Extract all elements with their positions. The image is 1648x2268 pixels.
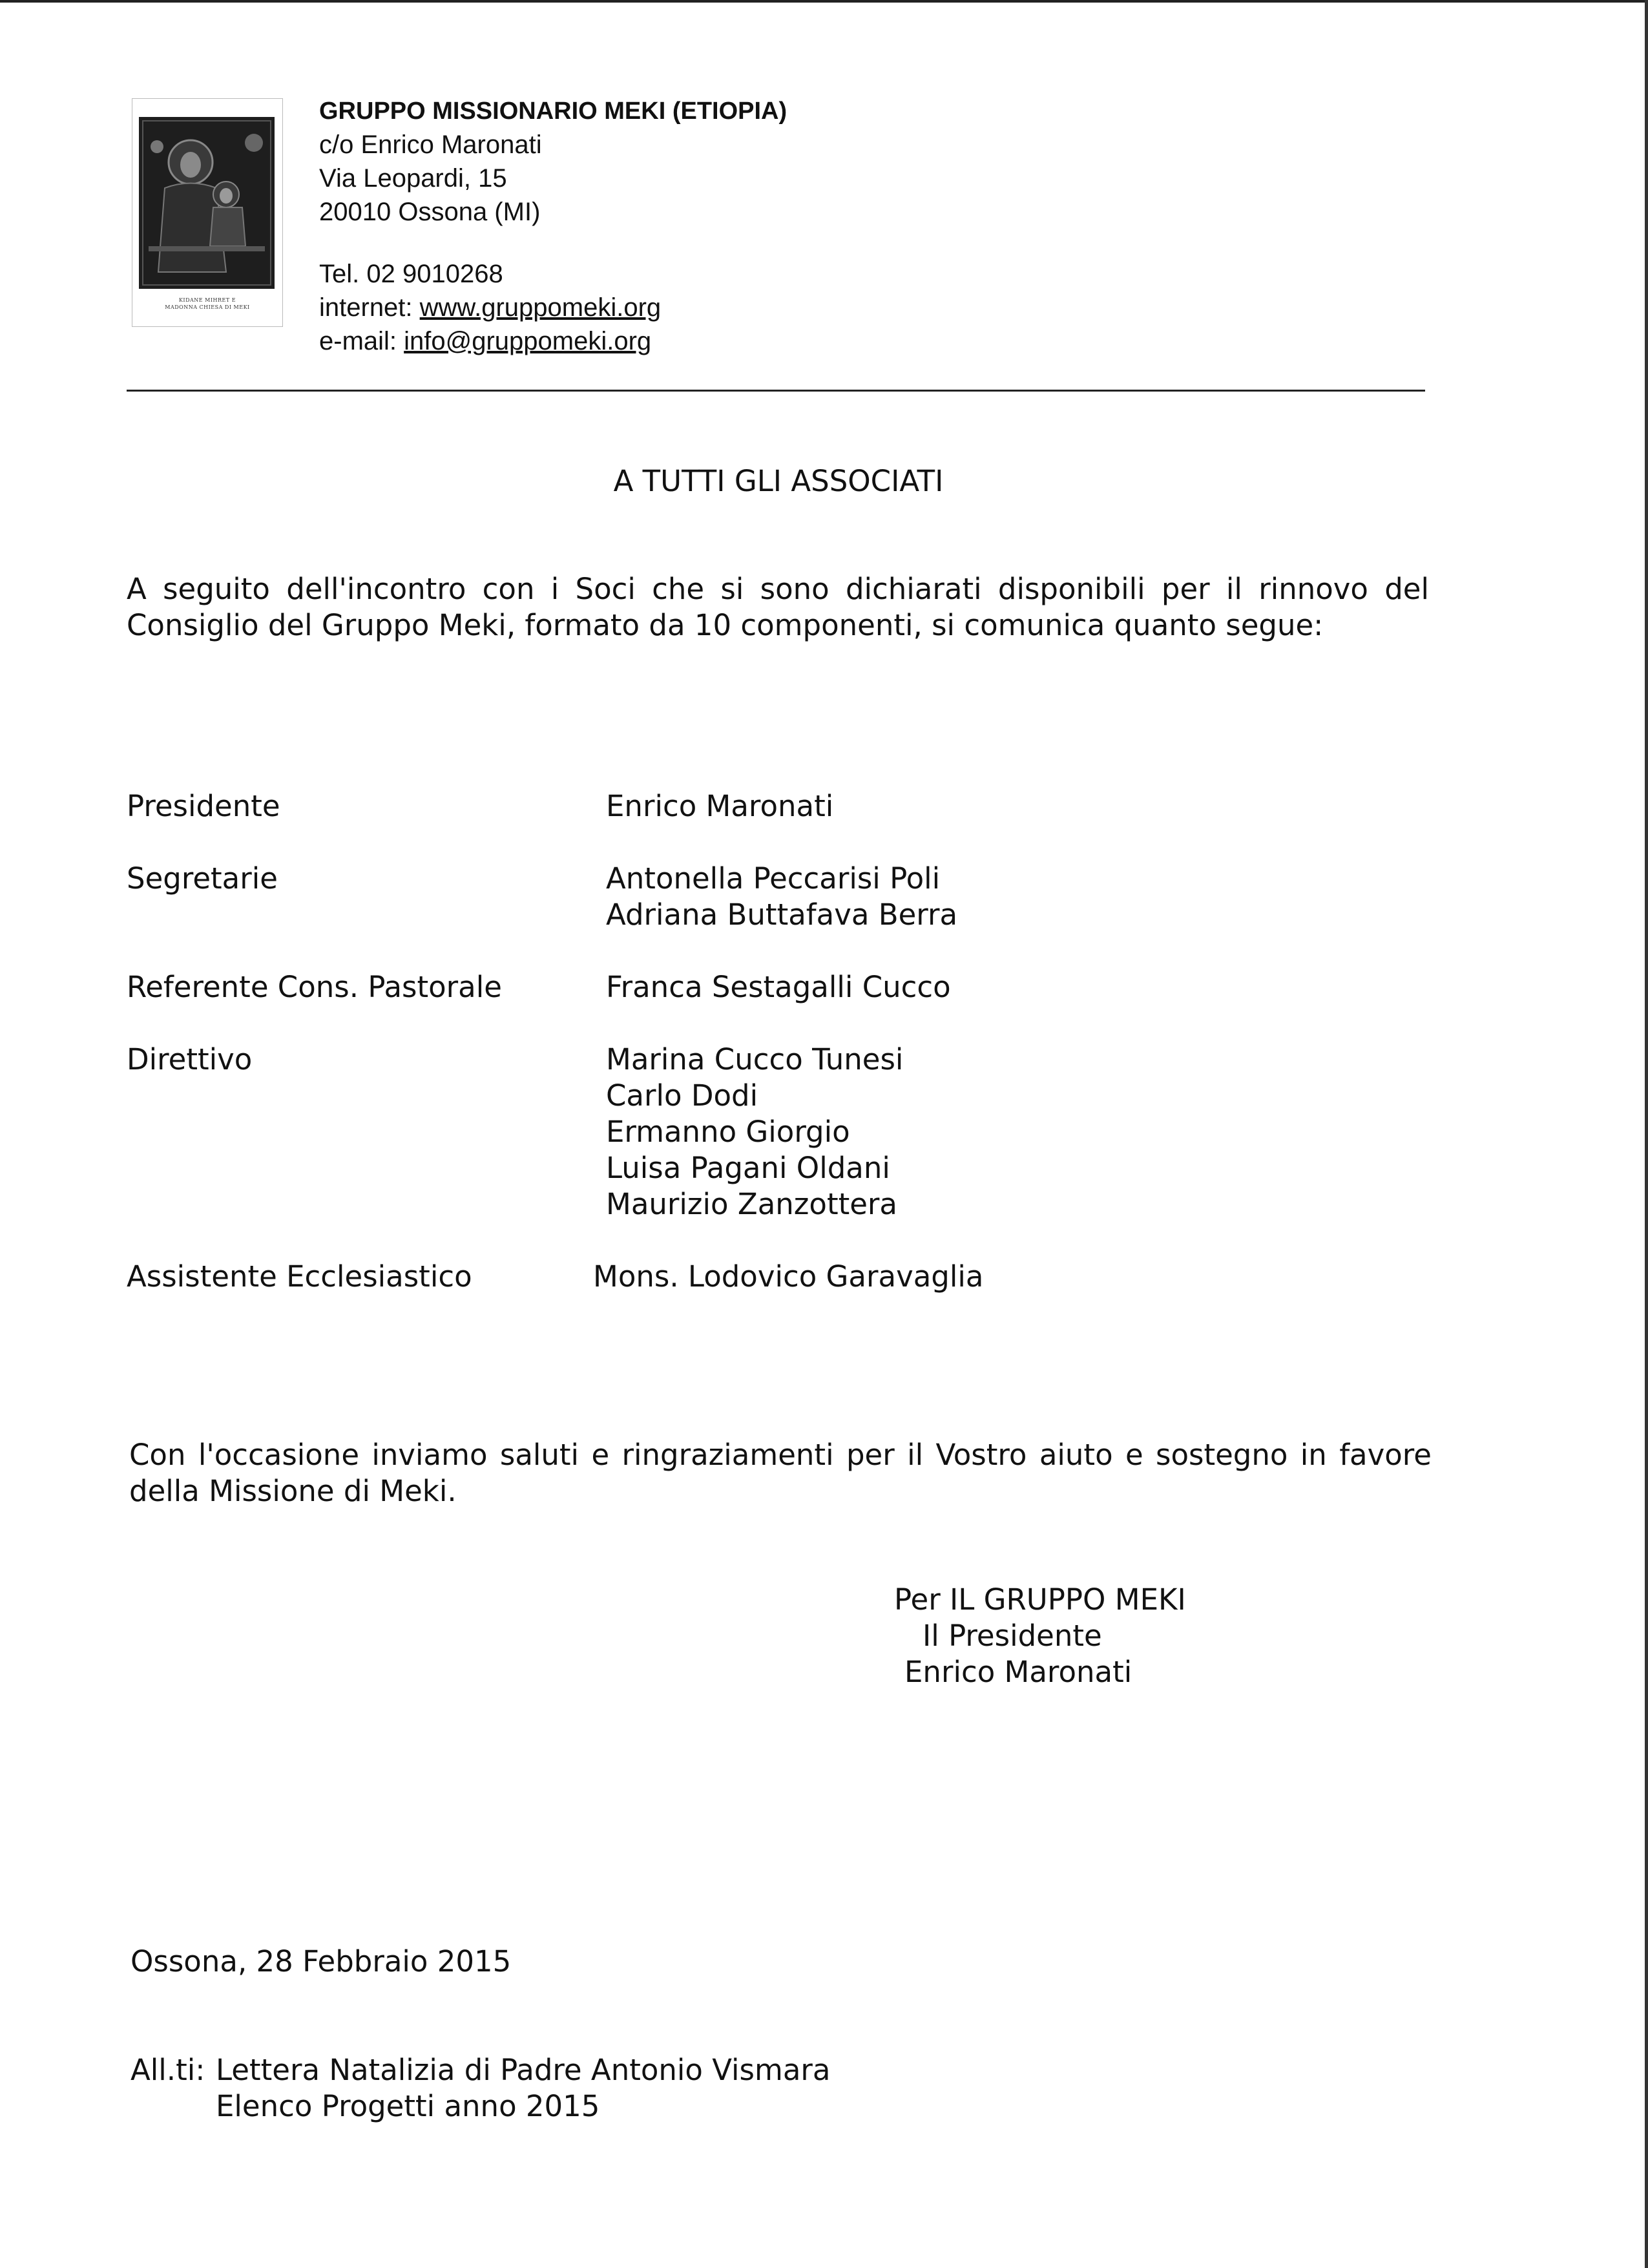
telephone: Tel. 02 9010268	[319, 260, 503, 288]
member-name: Maurizio Zanzottera	[606, 1187, 898, 1221]
member-name: Antonella Peccarisi Poli	[606, 861, 941, 896]
role-ecclesiastical-assistant: Assistente Ecclesiastico	[127, 1259, 472, 1294]
names-ecclesiastical-assistant	[593, 1259, 983, 1295]
email-line	[319, 324, 787, 358]
madonna-icon-logo	[132, 98, 283, 327]
names-president	[606, 788, 833, 824]
document-title: A TUTTI GLI ASSOCIATI	[613, 464, 944, 498]
internet-line	[319, 291, 787, 324]
logo-caption-line1: KIDANE MIHRET E	[178, 297, 236, 303]
signature-line-1: Per IL GRUPPO MEKI	[894, 1582, 1186, 1617]
city-address: 20010 Ossona (MI)	[319, 198, 541, 226]
member-name: Adriana Buttafava Berra	[606, 898, 958, 932]
care-of: c/o Enrico Maronati	[319, 131, 542, 159]
member-name: Enrico Maronati	[606, 789, 834, 823]
member-name: Carlo Dodi	[606, 1078, 758, 1113]
org-name: GRUPPO MISSIONARIO MEKI (ETIOPIA)	[319, 98, 787, 125]
member-name: Mons. Lodovico Garavaglia	[593, 1259, 984, 1294]
signature-line-2: Il Presidente	[923, 1619, 1102, 1653]
member-name: Marina Cucco Tunesi	[606, 1042, 904, 1076]
logo-caption-line2: MADONNA CHIESA DI MEKI	[165, 304, 250, 310]
scan-edge-right	[1645, 0, 1648, 2268]
names-pastoral-referent	[606, 969, 951, 1005]
signature-block	[894, 1582, 1186, 1690]
street-address: Via Leopardi, 15	[319, 164, 507, 193]
attachments-label: All.ti:	[130, 2053, 205, 2087]
letter-date: Ossona, 28 Febbraio 2015	[130, 1944, 512, 1979]
member-name: Ermanno Giorgio	[606, 1115, 850, 1149]
header-divider	[127, 390, 1425, 392]
names-secretaries	[606, 861, 957, 933]
role-board: Direttivo	[127, 1042, 253, 1076]
intro-paragraph: A seguito dell'incontro con i Soci che si sono dichiarati disponibili per il rinnovo del Consiglio del Gruppo Meki, formato da 10 componenti, si comunica quanto segue:	[127, 572, 1429, 642]
website-link[interactable]: www.gruppomeki.org	[419, 293, 662, 322]
email-link[interactable]: info@gruppomeki.org	[404, 327, 652, 355]
role-secretaries: Segretarie	[127, 861, 278, 896]
attachment-item: Elenco Progetti anno 2015	[216, 2089, 600, 2123]
closing-paragraph: Con l'occasione inviamo saluti e ringraziamenti per il Vostro aiuto e sostegno in favore della Missione di Meki.	[129, 1438, 1432, 1508]
attachment-item: Lettera Natalizia di Padre Antonio Vismara	[216, 2053, 831, 2087]
email-label: e-mail:	[319, 327, 404, 355]
madonna-and-child-icon	[139, 117, 275, 289]
internet-label: internet:	[319, 293, 420, 322]
letterhead	[319, 94, 787, 358]
member-name: Luisa Pagani Oldani	[606, 1151, 890, 1185]
attachments	[130, 2052, 830, 2125]
role-president: Presidente	[127, 789, 280, 823]
scan-edge-top	[0, 0, 1648, 3]
signature-line-3: Enrico Maronati	[904, 1655, 1132, 1689]
names-board	[606, 1042, 903, 1223]
logo-caption	[132, 297, 282, 311]
member-name: Franca Sestagalli Cucco	[606, 970, 951, 1004]
role-pastoral-referent: Referente Cons. Pastorale	[127, 970, 502, 1004]
